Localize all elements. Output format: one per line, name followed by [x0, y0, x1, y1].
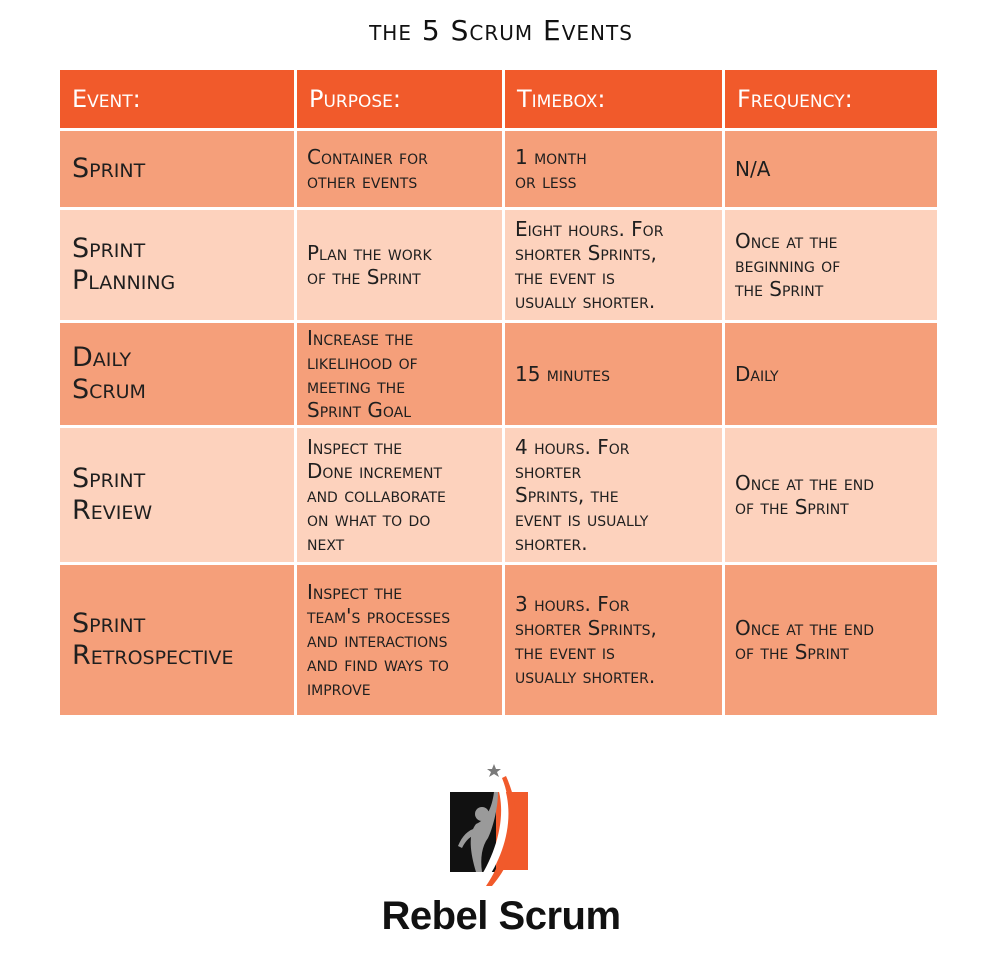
row-sprint-planning-purpose: Plan the work of the Sprint — [297, 210, 502, 320]
row-sprint-retrospective-frequency: Once at the end of the Sprint — [725, 565, 937, 715]
row-sprint-review-frequency: Once at the end of the Sprint — [725, 428, 937, 562]
row-sprint-retrospective-purpose: Inspect the team's processes and interactions and find ways to improve — [297, 565, 502, 715]
row-sprint-planning-timebox: Eight hours. For shorter Sprints, the event is usually shorter. — [505, 210, 722, 320]
row-sprint-retrospective-event: Sprint Retrospective — [60, 565, 294, 715]
brand-logo-text: Rebel Scrum — [381, 894, 621, 938]
row-daily-scrum-frequency: Daily — [725, 323, 937, 425]
row-sprint-review-timebox: 4 hours. For shorter Sprints, the event is usually shorter. — [505, 428, 722, 562]
row-sprint-planning-frequency: Once at the beginning of the Sprint — [725, 210, 937, 320]
rebel-scrum-logo-icon — [446, 762, 536, 892]
row-sprint-frequency: N/A — [725, 131, 937, 207]
row-daily-scrum-event: Daily Scrum — [60, 323, 294, 425]
row-sprint-timebox: 1 month or less — [505, 131, 722, 207]
header-event: Event: — [60, 70, 294, 128]
header-timebox: Timebox: — [505, 70, 722, 128]
brand-logo — [0, 762, 1002, 962]
row-sprint-planning-event: Sprint Planning — [60, 210, 294, 320]
row-daily-scrum-timebox: 15 minutes — [505, 323, 722, 425]
row-sprint-purpose: Container for other events — [297, 131, 502, 207]
row-sprint-review-purpose: Inspect the Done increment and collaborate on what to do next — [297, 428, 502, 562]
page-title: the 5 Scrum Events — [369, 14, 633, 47]
row-sprint-review-event: Sprint Review — [60, 428, 294, 562]
row-sprint-retrospective-timebox: 3 hours. For shorter Sprints, the event is usually shorter. — [505, 565, 722, 715]
header-frequency: Frequency: — [725, 70, 937, 128]
row-daily-scrum-purpose: Increase the likelihood of meeting the Sprint Goal — [297, 323, 502, 425]
row-sprint-event: Sprint — [60, 131, 294, 207]
scrum-events-table — [60, 70, 936, 715]
header-purpose: Purpose: — [297, 70, 502, 128]
